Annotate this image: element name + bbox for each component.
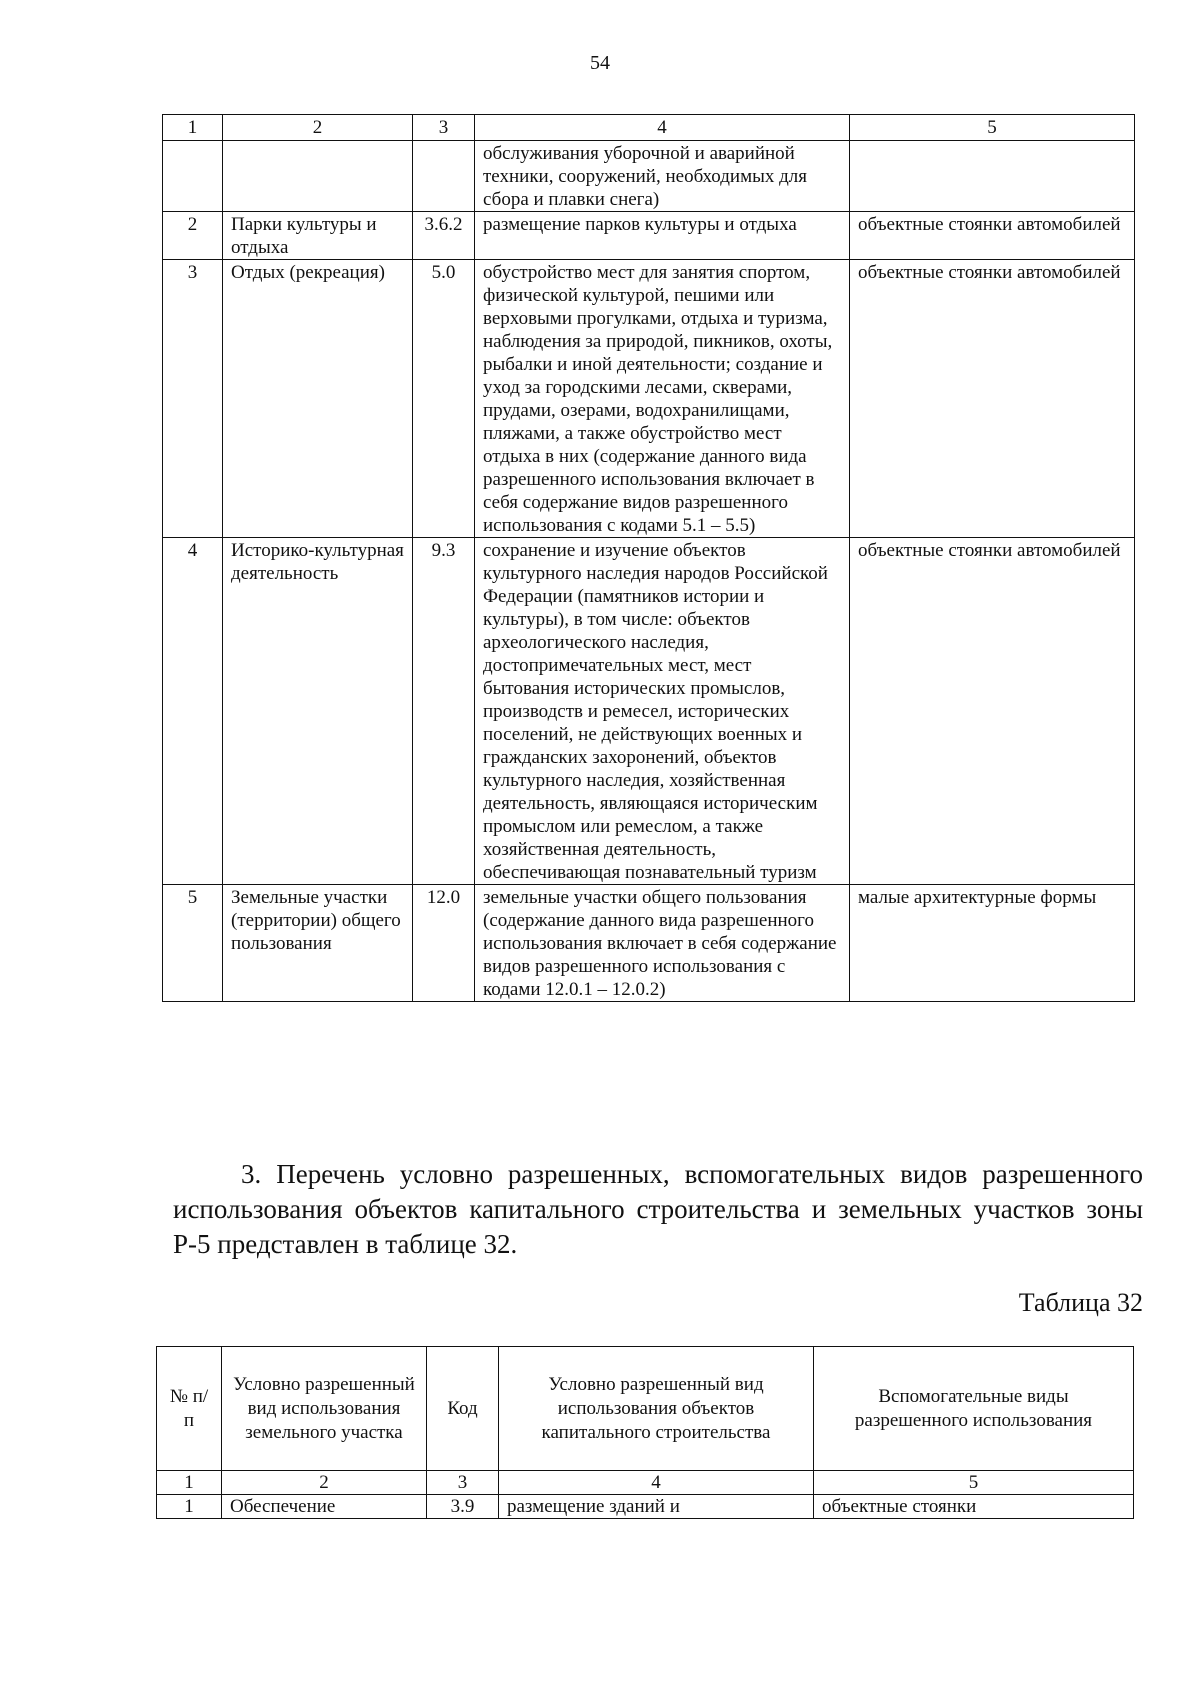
land-use-description: сохранение и изучение объектов культурного наследия народов Российской Федерации (памятников истории и культуры), в том числе: объектов археологического наследия, достопримечательных мест, мест бытования исторических промыслов, производств и ремесел, исторических поселений, не действующих военных и гражданских захоронений, объектов культурного наследия, хозяйственная деятельность, являющаяся историческим промыслом или ремеслом, а также хозяйственная деятельность, обеспечивающая познавательный туризм	[475, 538, 850, 885]
column-index: 5	[850, 115, 1135, 141]
column-header-land-use: Условно разрешенный вид использования земельного участка	[222, 1347, 427, 1471]
land-use-description: обслуживания уборочной и аварийной техники, сооружений, необходимых для сбора и плавки снега)	[475, 141, 850, 212]
land-use-code: 3.9	[427, 1495, 499, 1519]
row-number: 3	[163, 260, 223, 538]
section-paragraph: 3. Перечень условно разрешенных, вспомогательных видов разрешенного использования объектов капитального строительства и земельных участков зоны Р-5 представлен в таблице 32.	[173, 1159, 1143, 1259]
table-row	[163, 538, 1135, 885]
table-row	[163, 212, 1135, 260]
table-32	[156, 1346, 1134, 1519]
land-use-code: 12.0	[413, 885, 475, 1002]
row-number: 2	[163, 212, 223, 260]
column-index: 1	[157, 1471, 222, 1495]
table-header-row	[163, 115, 1135, 141]
column-index: 2	[223, 115, 413, 141]
land-use-description: размещение парков культуры и отдыха	[475, 212, 850, 260]
auxiliary-use: объектные стоянки автомобилей	[850, 538, 1135, 885]
column-index: 1	[163, 115, 223, 141]
column-index: 3	[427, 1471, 499, 1495]
column-header-code: Код	[427, 1347, 499, 1471]
auxiliary-use	[850, 141, 1135, 212]
auxiliary-use: объектные стоянки автомобилей	[850, 260, 1135, 538]
land-use-name: Парки культуры и отдыха	[223, 212, 413, 260]
table-row	[163, 141, 1135, 212]
table-row	[163, 885, 1135, 1002]
land-use-name: Отдых (рекреация)	[223, 260, 413, 538]
land-use-name: Обеспечение	[222, 1495, 427, 1519]
column-index-row	[157, 1471, 1134, 1495]
column-header-number: № п/п	[157, 1347, 222, 1471]
zoning-table-continued	[162, 114, 1135, 1002]
auxiliary-use: объектные стоянки	[814, 1495, 1134, 1519]
column-index: 2	[222, 1471, 427, 1495]
page-number: 54	[590, 52, 610, 74]
row-number: 4	[163, 538, 223, 885]
table-header-row	[157, 1347, 1134, 1471]
column-index: 4	[499, 1471, 814, 1495]
table-row	[157, 1495, 1134, 1519]
auxiliary-use: малые архитектурные формы	[850, 885, 1135, 1002]
land-use-description: земельные участки общего пользования (содержание данного вида разрешенного использования включает в себя содержание видов разрешенного использования с кодами 12.0.1 – 12.0.2)	[475, 885, 850, 1002]
land-use-name: Историко-культурная деятельность	[223, 538, 413, 885]
column-index: 4	[475, 115, 850, 141]
column-index: 5	[814, 1471, 1134, 1495]
table-caption: Таблица 32	[1018, 1288, 1143, 1317]
land-use-description: размещение зданий и	[499, 1495, 814, 1519]
land-use-code	[413, 141, 475, 212]
column-header-auxiliary: Вспомогательные виды разрешенного использования	[814, 1347, 1134, 1471]
row-number: 5	[163, 885, 223, 1002]
land-use-name: Земельные участки (территории) общего пользования	[223, 885, 413, 1002]
row-number: 1	[157, 1495, 222, 1519]
row-number	[163, 141, 223, 212]
land-use-description: обустройство мест для занятия спортом, физической культурой, пешими или верховыми прогулками, отдыха и туризма, наблюдения за природой, пикников, охоты, рыбалки и иной деятельности; создание и уход за городскими лесами, скверами, прудами, озерами, водохранилищами, пляжами, а также обустройство мест отдыха в них (содержание данного вида разрешенного использования включает в себя содержание видов разрешенного использования с кодами 5.1 – 5.5)	[475, 260, 850, 538]
land-use-name	[223, 141, 413, 212]
column-index: 3	[413, 115, 475, 141]
table-row	[163, 260, 1135, 538]
land-use-code: 5.0	[413, 260, 475, 538]
land-use-code: 3.6.2	[413, 212, 475, 260]
land-use-code: 9.3	[413, 538, 475, 885]
column-header-capital-construction: Условно разрешенный вид использования объектов капитального строительства	[499, 1347, 814, 1471]
auxiliary-use: объектные стоянки автомобилей	[850, 212, 1135, 260]
